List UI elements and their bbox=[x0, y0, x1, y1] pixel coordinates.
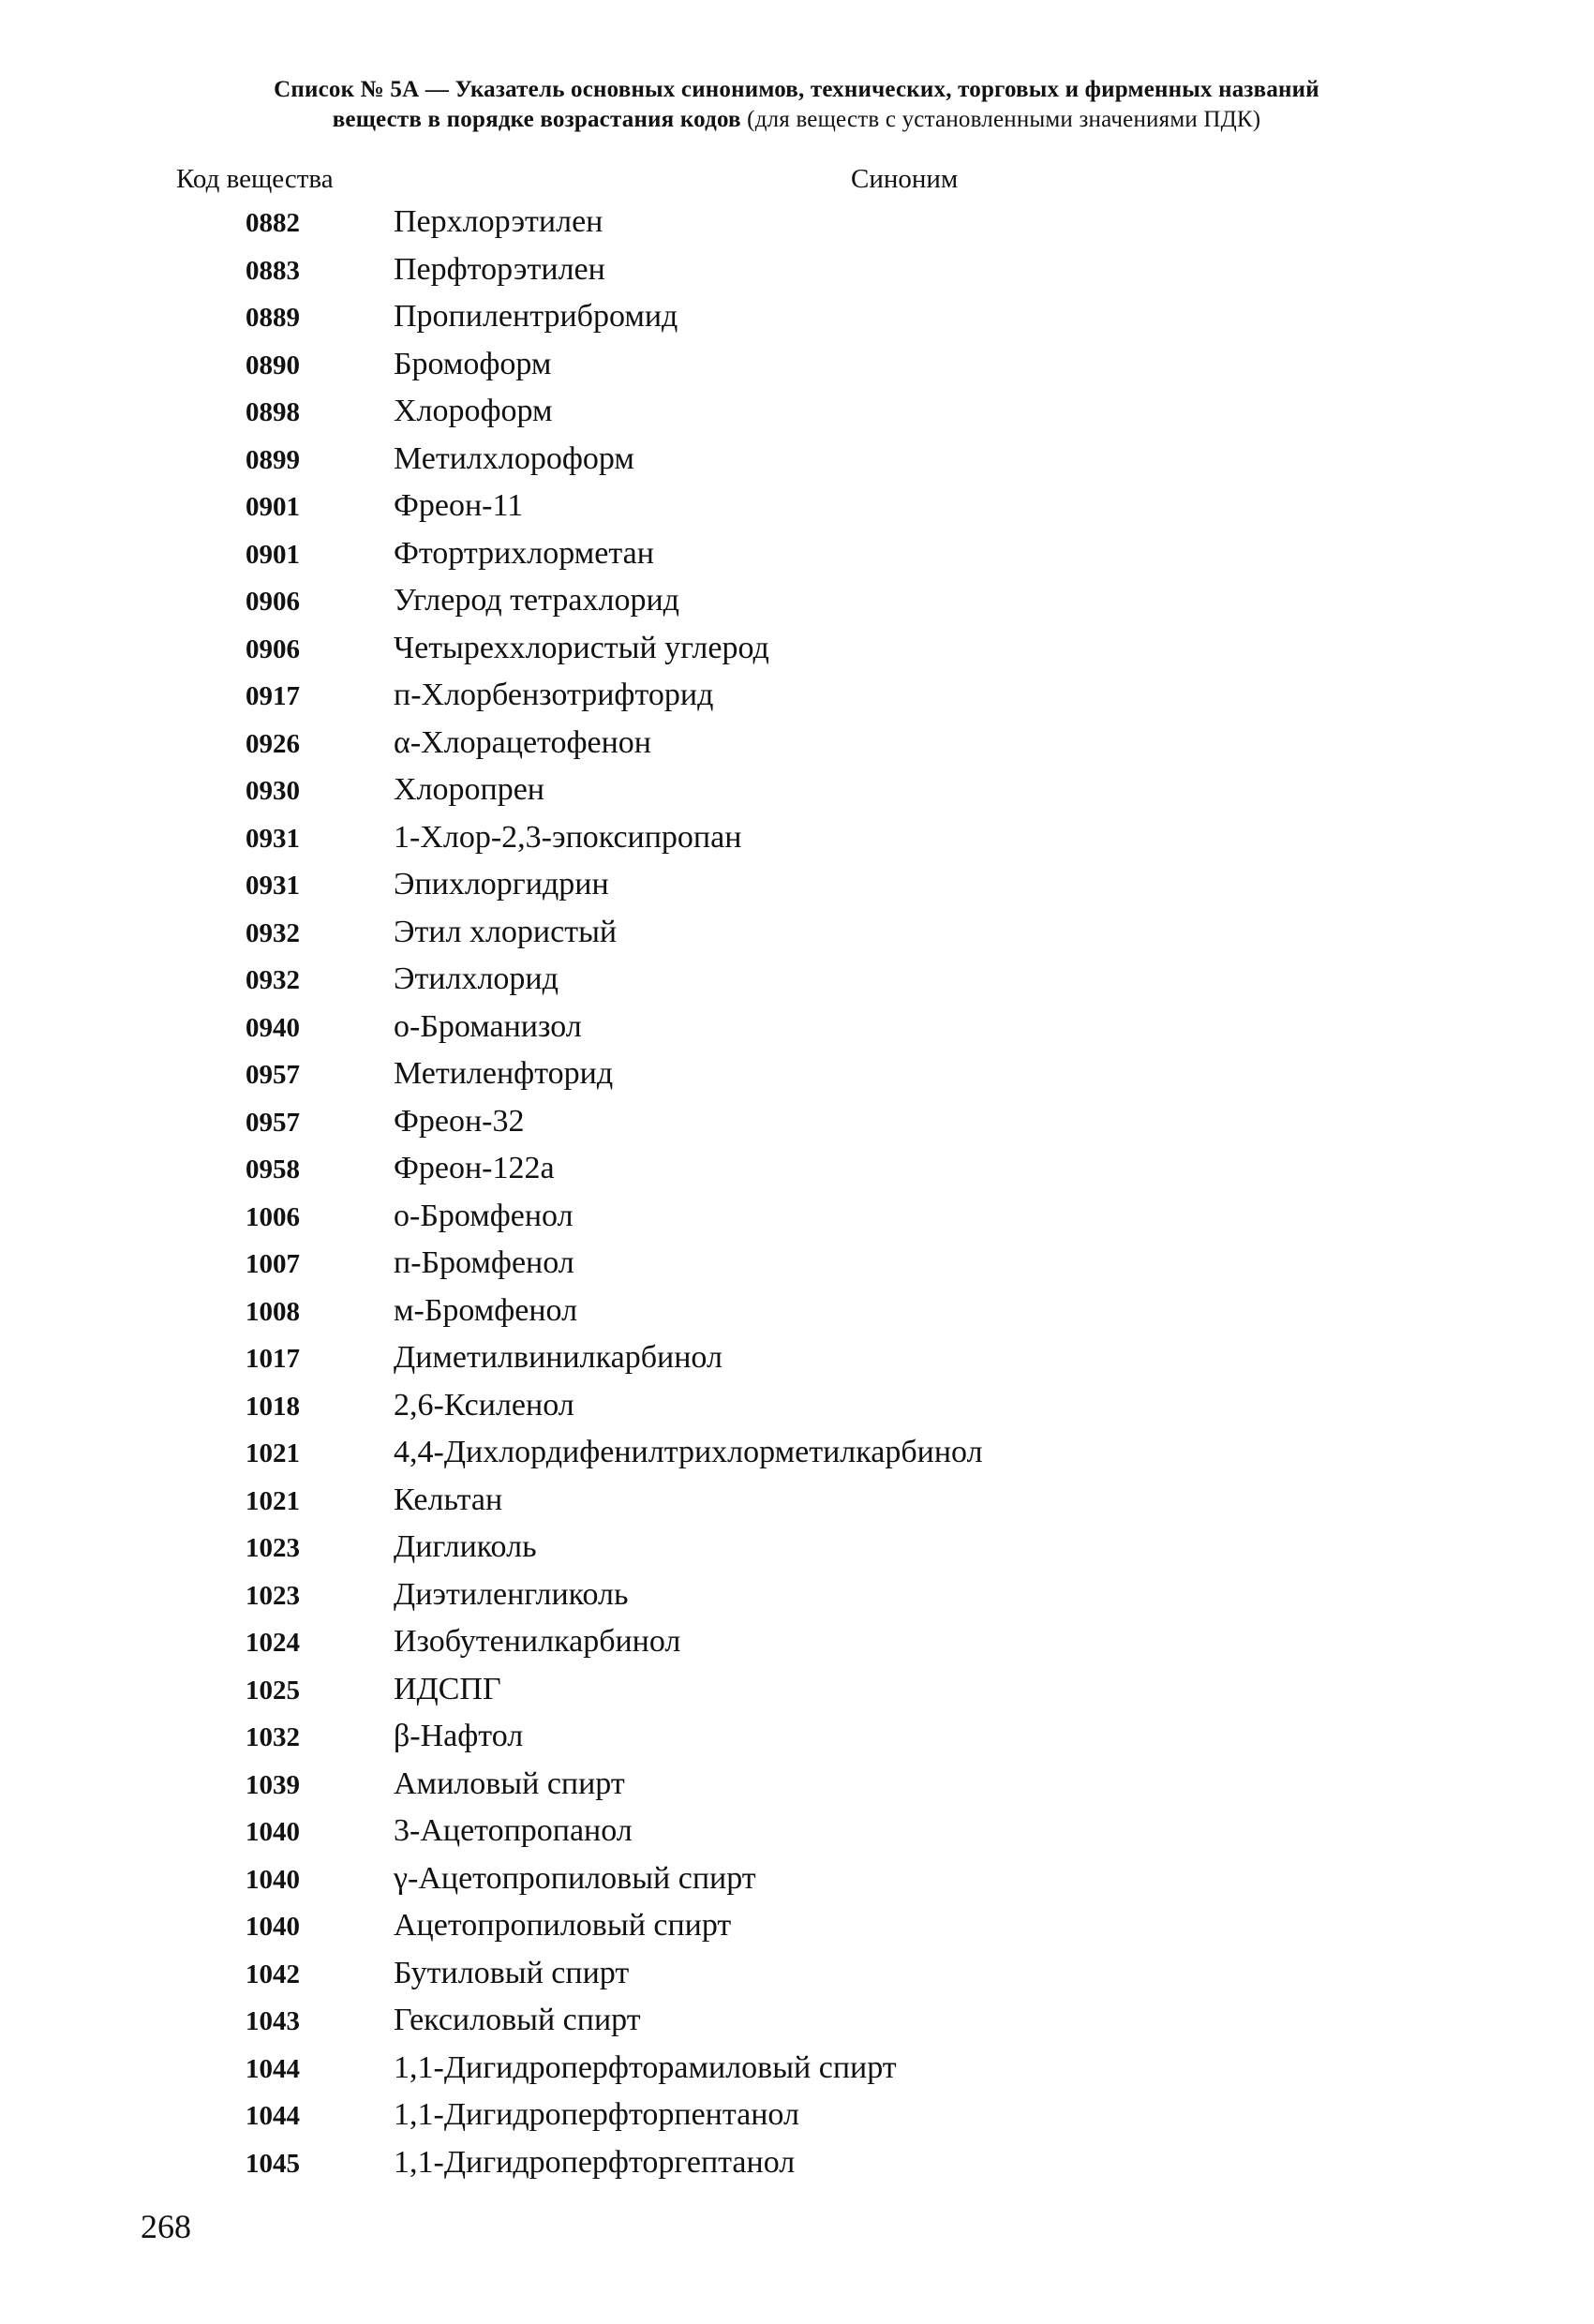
table-row bbox=[0, 299, 1594, 347]
substance-code: 0882 bbox=[246, 208, 300, 238]
substance-code: 1007 bbox=[246, 1249, 300, 1279]
substance-synonym: γ-Ацетопропиловый спирт bbox=[394, 1860, 756, 1896]
substance-code: 0957 bbox=[246, 1107, 300, 1138]
substance-code: 1024 bbox=[246, 1628, 300, 1658]
substance-synonym: 2,6-Ксиленол bbox=[394, 1387, 574, 1423]
substance-synonym: Хлоропрен bbox=[394, 772, 545, 807]
substance-synonym: Перфторэтилен bbox=[394, 251, 605, 287]
table-row bbox=[0, 252, 1594, 300]
substance-code: 1044 bbox=[246, 2101, 300, 2131]
heading-line-2-bold: веществ в порядке возрастания кодов bbox=[332, 107, 741, 132]
substance-synonym: Фреон-122а bbox=[394, 1151, 555, 1185]
substance-code: 1040 bbox=[246, 1817, 300, 1847]
substance-code: 0906 bbox=[246, 587, 300, 617]
table-row bbox=[0, 2050, 1594, 2098]
table-row bbox=[0, 347, 1594, 395]
table-row bbox=[0, 1056, 1594, 1104]
table-row bbox=[0, 2097, 1594, 2145]
substance-code: 1040 bbox=[246, 1864, 300, 1895]
substance-synonym: п-Хлорбензотрифторид bbox=[394, 678, 714, 712]
substance-synonym: Изобутенилкарбинол bbox=[394, 1624, 681, 1659]
synonym-table bbox=[0, 204, 1594, 2192]
substance-code: 1032 bbox=[246, 1722, 300, 1752]
substance-code: 0931 bbox=[246, 871, 300, 901]
substance-code: 0930 bbox=[246, 776, 300, 806]
table-row bbox=[0, 820, 1594, 868]
substance-code: 0917 bbox=[246, 681, 300, 711]
column-header-synonym: Синоним bbox=[851, 164, 959, 194]
page-number: 268 bbox=[141, 2208, 191, 2245]
substance-synonym: п-Бромфенол bbox=[394, 1245, 574, 1280]
substance-code: 1040 bbox=[246, 1912, 300, 1942]
table-row bbox=[0, 2003, 1594, 2050]
substance-code: 1045 bbox=[246, 2148, 300, 2179]
table-row bbox=[0, 1672, 1594, 1720]
substance-code: 1008 bbox=[246, 1296, 300, 1327]
substance-synonym: Фреон-32 bbox=[394, 1103, 525, 1139]
substance-synonym: Фреон-11 bbox=[394, 488, 524, 523]
substance-synonym: α-Хлорацетофенон bbox=[394, 724, 651, 760]
table-row bbox=[0, 867, 1594, 915]
substance-synonym: Эпихлоргидрин bbox=[394, 867, 609, 901]
table-row bbox=[0, 583, 1594, 631]
substance-code: 0926 bbox=[246, 728, 300, 759]
substance-synonym: Амиловый спирт bbox=[394, 1765, 625, 1801]
table-row bbox=[0, 204, 1594, 252]
table-row bbox=[0, 1861, 1594, 1909]
substance-synonym: 1-Хлор-2,3-эпоксипропан bbox=[394, 819, 742, 855]
substance-synonym: Бутиловый спирт bbox=[394, 1955, 630, 1990]
substance-synonym: Этил хлористый bbox=[394, 914, 618, 949]
table-row bbox=[0, 394, 1594, 441]
substance-synonym: β-Нафтол bbox=[394, 1719, 524, 1753]
column-header-code: Код вещества bbox=[176, 164, 334, 194]
table-row bbox=[0, 488, 1594, 536]
table-row bbox=[0, 915, 1594, 962]
substance-code: 0890 bbox=[246, 350, 300, 380]
substance-code: 1023 bbox=[246, 1580, 300, 1611]
table-row bbox=[0, 1624, 1594, 1672]
substance-code: 1042 bbox=[246, 1959, 300, 1989]
table-row bbox=[0, 1719, 1594, 1766]
substance-synonym: Четыреххлористый углерод bbox=[394, 630, 769, 665]
substance-synonym: 1,1-Дигидроперфторпентанол bbox=[394, 2097, 799, 2132]
table-row bbox=[0, 1293, 1594, 1341]
substance-synonym: 4,4-Дихлордифенилтрихлорметилкарбинол bbox=[394, 1435, 983, 1469]
substance-synonym: ИДСПГ bbox=[394, 1671, 501, 1706]
substance-synonym: Кельтан bbox=[394, 1482, 503, 1517]
table-row bbox=[0, 1577, 1594, 1625]
table-row bbox=[0, 772, 1594, 820]
table-row bbox=[0, 2145, 1594, 2193]
table-row bbox=[0, 1529, 1594, 1577]
substance-synonym: Фтортрихлорметан bbox=[394, 535, 654, 571]
substance-code: 1039 bbox=[246, 1769, 300, 1800]
table-row bbox=[0, 1813, 1594, 1861]
substance-code: 1017 bbox=[246, 1344, 300, 1374]
table-row bbox=[0, 1908, 1594, 1956]
table-row bbox=[0, 1435, 1594, 1482]
table-row bbox=[0, 631, 1594, 678]
substance-synonym: Перхлорэтилен bbox=[394, 204, 603, 239]
substance-code: 1023 bbox=[246, 1533, 300, 1563]
substance-synonym: о-Бромфенол bbox=[394, 1198, 574, 1233]
substance-code: 0958 bbox=[246, 1155, 300, 1184]
substance-synonym: о-Броманизол bbox=[394, 1008, 582, 1044]
substance-code: 0931 bbox=[246, 823, 300, 854]
substance-code: 0901 bbox=[246, 539, 300, 570]
substance-code: 1044 bbox=[246, 2053, 300, 2084]
substance-synonym: Метиленфторид bbox=[394, 1056, 614, 1091]
substance-synonym: м-Бромфенол bbox=[394, 1292, 578, 1328]
heading-line-2-plain: (для веществ с установленными значениями ПДК) bbox=[740, 107, 1261, 132]
table-row bbox=[0, 1388, 1594, 1436]
table-row bbox=[0, 1766, 1594, 1814]
table-row bbox=[0, 1104, 1594, 1152]
table-row bbox=[0, 536, 1594, 584]
table-row bbox=[0, 1956, 1594, 2004]
substance-code: 1021 bbox=[246, 1485, 300, 1516]
heading-line-2 bbox=[141, 105, 1452, 135]
substance-code: 0957 bbox=[246, 1060, 300, 1090]
substance-code: 0899 bbox=[246, 444, 300, 475]
table-row bbox=[0, 1009, 1594, 1057]
table-row bbox=[0, 1340, 1594, 1388]
list-heading bbox=[141, 75, 1452, 135]
substance-synonym: Гексиловый спирт bbox=[394, 2003, 641, 2037]
substance-code: 0889 bbox=[246, 303, 300, 333]
substance-synonym: Этилхлорид bbox=[394, 961, 559, 996]
table-row bbox=[0, 961, 1594, 1009]
substance-code: 1043 bbox=[246, 2006, 300, 2036]
substance-code: 1006 bbox=[246, 1201, 300, 1232]
substance-synonym: Метилхлороформ bbox=[394, 440, 634, 476]
substance-code: 0883 bbox=[246, 255, 300, 286]
substance-synonym: Углерод тетрахлорид bbox=[394, 583, 679, 618]
heading-line-1: Список № 5А — Указатель основных синонимов, технических, торговых и фирменных названий bbox=[274, 77, 1319, 102]
substance-code: 1018 bbox=[246, 1391, 300, 1422]
substance-synonym: Дигликоль bbox=[394, 1529, 537, 1564]
table-row bbox=[0, 1482, 1594, 1530]
substance-synonym: Диметилвинилкарбинол bbox=[394, 1340, 723, 1375]
substance-code: 0932 bbox=[246, 917, 300, 948]
table-row bbox=[0, 1245, 1594, 1293]
table-row bbox=[0, 1151, 1594, 1199]
table-row bbox=[0, 1199, 1594, 1246]
substance-synonym: Пропилентрибромид bbox=[394, 299, 678, 334]
substance-code: 0901 bbox=[246, 492, 300, 522]
substance-synonym: 3-Ацетопропанол bbox=[394, 1813, 633, 1848]
substance-code: 0940 bbox=[246, 1012, 300, 1043]
substance-code: 1021 bbox=[246, 1438, 300, 1468]
substance-code: 0898 bbox=[246, 397, 300, 427]
table-row bbox=[0, 725, 1594, 773]
substance-code: 0906 bbox=[246, 633, 300, 664]
table-row bbox=[0, 441, 1594, 489]
substance-synonym: Диэтиленгликоль bbox=[394, 1576, 629, 1612]
substance-code: 0932 bbox=[246, 965, 300, 995]
substance-synonym: Бромоформ bbox=[394, 346, 552, 381]
table-row bbox=[0, 678, 1594, 725]
substance-synonym: 1,1-Дигидроперфторгептанол bbox=[394, 2144, 796, 2180]
substance-synonym: 1,1-Дигидроперфторамиловый спирт bbox=[394, 2049, 897, 2085]
substance-synonym: Хлороформ bbox=[394, 394, 553, 428]
substance-code: 1025 bbox=[246, 1675, 300, 1706]
substance-synonym: Ацетопропиловый спирт bbox=[394, 1908, 732, 1943]
